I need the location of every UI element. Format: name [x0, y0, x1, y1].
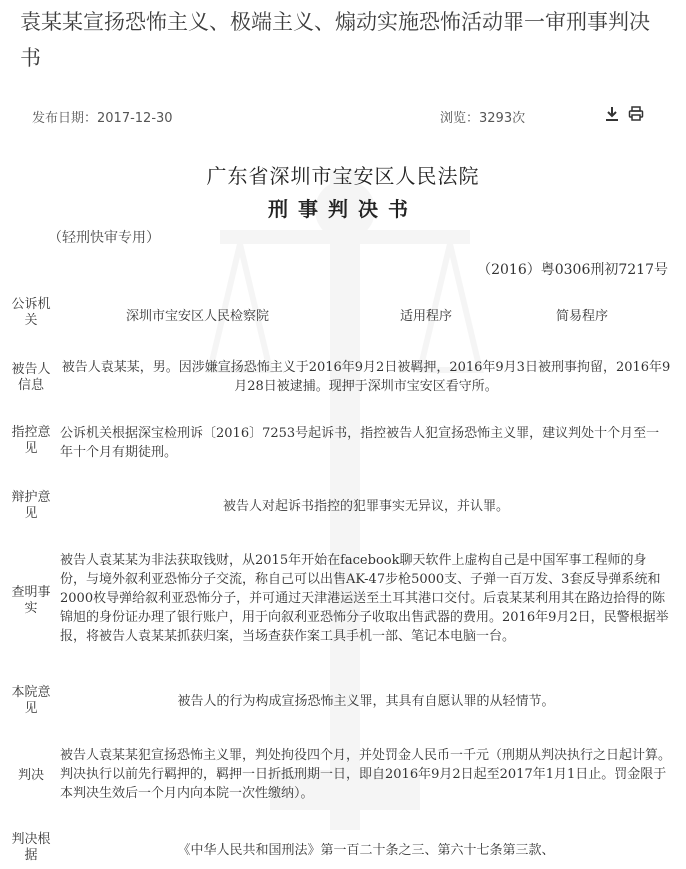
download-icon[interactable] — [604, 106, 620, 126]
court-opinion-label: 本院意见 — [11, 685, 51, 716]
print-icon[interactable] — [628, 106, 644, 126]
toolbar-icons — [604, 106, 644, 126]
defendant-info: 被告人袁某某，男。因涉嫌宣扬恐怖主义于2016年9月2日被羁押，2016年9月3日被刑事拘留，2016年9月28日被逮捕。现押于深圳市宝安区看守所。 — [61, 360, 671, 394]
court-name: 广东省深圳市宝安区人民法院 — [206, 164, 480, 188]
judgment-label: 判决 — [17, 768, 44, 783]
basis-label: 判决根据 — [11, 832, 51, 863]
document-type: 刑事判决书 — [268, 197, 418, 221]
judgment-text: 被告人袁某某犯宣扬恐怖主义罪，判处拘役四个月，并处罚金人民币一千元（刑期从判决执行之日起计算。判决执行以前先行羁押的，羁押一日折抵刑期一日，即自2016年9月2日起至2017年1月1日止。罚金限于本判决生效后一个月内向本院一次性缴纳）。 — [60, 748, 672, 801]
basis-text: 《中华人民共和国刑法》第一百二十条之三、第六十七条第三款、 — [177, 843, 555, 858]
procedure-label: 适用程序 — [400, 309, 453, 324]
prosecutor-org: 深圳市宝安区人民检察院 — [126, 309, 270, 324]
facts-label: 查明事实 — [11, 585, 51, 616]
subtitle: （轻刑快审专用） — [48, 230, 160, 246]
defense-label: 辩护意见 — [11, 490, 51, 521]
defendant-label: 被告人信息 — [11, 362, 51, 393]
page-title: 袁某某宣扬恐怖主义、极端主义、煽动实施恐怖活动罪一审刑事判决书 — [20, 10, 650, 70]
charge-label: 指控意见 — [11, 425, 51, 456]
view-count: 浏览：3293次 — [440, 111, 526, 126]
charge-opinion: 公诉机关根据深宝检刑诉〔2016〕7253号起诉书，指控被告人犯宣扬恐怖主义罪，建议判处十个月至一年十个月有期徒刑。 — [60, 426, 660, 460]
defense-opinion: 被告人对起诉书指控的犯罪事实无异议，并认罪。 — [222, 499, 509, 514]
prosecutor-label: 公诉机关 — [11, 297, 51, 328]
procedure-value: 简易程序 — [556, 309, 609, 324]
case-number: （2016）粤0306刑初7217号 — [477, 262, 668, 278]
court-opinion-text: 被告人的行为构成宣扬恐怖主义罪，其具有自愿认罪的从轻情节。 — [177, 694, 555, 709]
publish-date: 发布日期：2017-12-30 — [32, 111, 173, 126]
facts-text: 被告人袁某某为非法获取钱财，从2015年开始在facebook聊天软件上虚构自己是中国军事工程师的身份，与境外叙利亚恐怖分子交流，称自己可以出售AK-47步枪5000支、子弹一百万发、3套反导弹系统和2000枚导弹给叙利亚恐怖分子，并可通过天津港运送至土耳其港口交付。后袁某某利用其在路边拾得的陈锦旭的身份证办理了银行账户，用于向叙利亚恐怖分子收取出售武器的费用。2016年9月2日，民警根据举报，将被告人袁某某抓获归案，当场查获作案工具手机一部、笔记本电脑一台。 — [60, 553, 669, 644]
